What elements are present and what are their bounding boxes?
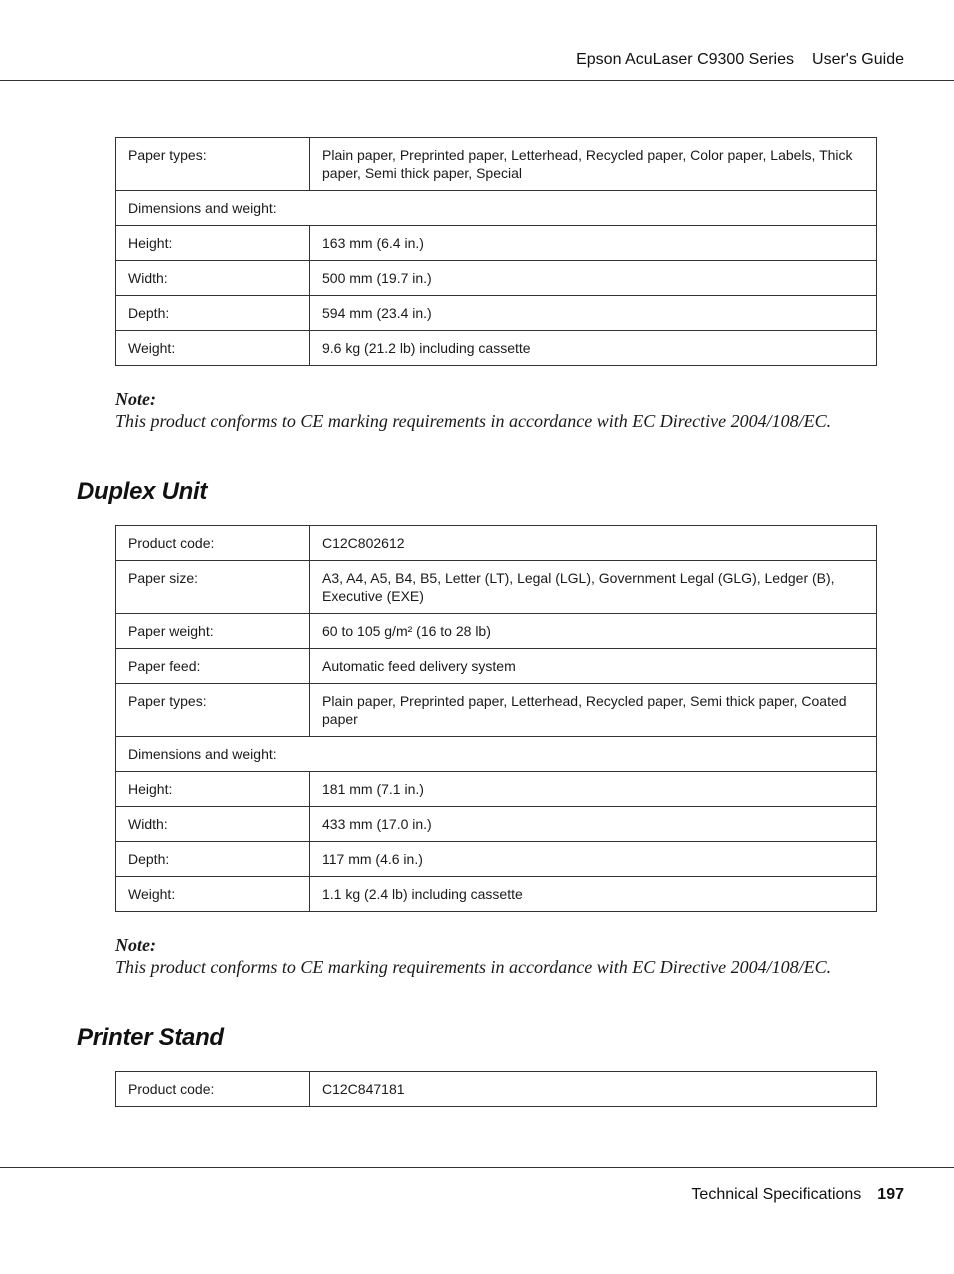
note-text: This product conforms to CE marking requirements in accordance with EC Directive 2004/108/EC. xyxy=(115,411,832,431)
spec-value: 181 mm (7.1 in.) xyxy=(310,772,877,807)
spec-value: Plain paper, Preprinted paper, Letterhead, Recycled paper, Color paper, Labels, Thick paper, Semi thick paper, Special xyxy=(310,138,877,191)
footer-rule xyxy=(0,1167,954,1168)
table-row xyxy=(116,684,877,737)
spec-key: Height: xyxy=(116,226,310,261)
spec-value: C12C802612 xyxy=(310,526,877,561)
table-row xyxy=(116,226,877,261)
spec-table-continued xyxy=(115,137,877,366)
header-guide-name: User's Guide xyxy=(812,51,904,68)
spec-value: 60 to 105 g/m² (16 to 28 lb) xyxy=(310,614,877,649)
note-label: Note: xyxy=(115,935,156,955)
spec-table-duplex-unit xyxy=(115,525,877,912)
spec-key: Weight: xyxy=(116,331,310,366)
header-product-name: Epson AcuLaser C9300 Series xyxy=(576,51,795,68)
spec-value: 163 mm (6.4 in.) xyxy=(310,226,877,261)
spec-table-printer-stand xyxy=(115,1071,877,1107)
table-row xyxy=(116,138,877,191)
spec-group-heading: Dimensions and weight: xyxy=(116,737,877,772)
table-row xyxy=(116,772,877,807)
ce-note xyxy=(115,388,895,432)
spec-value: 9.6 kg (21.2 lb) including cassette xyxy=(310,331,877,366)
table-row xyxy=(116,526,877,561)
spec-key: Depth: xyxy=(116,842,310,877)
table-row xyxy=(116,296,877,331)
spec-key: Paper types: xyxy=(116,684,310,737)
spec-value: 117 mm (4.6 in.) xyxy=(310,842,877,877)
section-title-printer-stand: Printer Stand xyxy=(77,1024,224,1051)
spec-key: Width: xyxy=(116,261,310,296)
spec-key: Paper size: xyxy=(116,561,310,614)
footer-section-name: Technical Specifications xyxy=(691,1186,862,1203)
note-label: Note: xyxy=(115,389,156,409)
spec-key: Paper feed: xyxy=(116,649,310,684)
table-row xyxy=(116,1072,877,1107)
section-title-duplex-unit: Duplex Unit xyxy=(77,478,208,505)
header-rule xyxy=(0,80,954,81)
page-header xyxy=(576,51,904,69)
table-row xyxy=(116,842,877,877)
spec-value: C12C847181 xyxy=(310,1072,877,1107)
table-row xyxy=(116,807,877,842)
note-text: This product conforms to CE marking requirements in accordance with EC Directive 2004/108/EC. xyxy=(115,957,832,977)
table-row xyxy=(116,614,877,649)
spec-key: Paper types: xyxy=(116,138,310,191)
spec-value: 500 mm (19.7 in.) xyxy=(310,261,877,296)
spec-key: Width: xyxy=(116,807,310,842)
spec-value: Automatic feed delivery system xyxy=(310,649,877,684)
ce-note xyxy=(115,934,895,978)
page-number: 197 xyxy=(877,1186,904,1203)
table-row xyxy=(116,331,877,366)
table-row xyxy=(116,737,877,772)
spec-key: Product code: xyxy=(116,1072,310,1107)
spec-value: A3, A4, A5, B4, B5, Letter (LT), Legal (LGL), Government Legal (GLG), Ledger (B), Executive (EXE) xyxy=(310,561,877,614)
spec-group-heading: Dimensions and weight: xyxy=(116,191,877,226)
spec-key: Product code: xyxy=(116,526,310,561)
table-row xyxy=(116,877,877,912)
spec-value: 594 mm (23.4 in.) xyxy=(310,296,877,331)
spec-key: Height: xyxy=(116,772,310,807)
table-row xyxy=(116,649,877,684)
page-footer xyxy=(691,1186,904,1204)
spec-key: Paper weight: xyxy=(116,614,310,649)
table-row xyxy=(116,261,877,296)
spec-value: Plain paper, Preprinted paper, Letterhead, Recycled paper, Semi thick paper, Coated paper xyxy=(310,684,877,737)
spec-value: 1.1 kg (2.4 lb) including cassette xyxy=(310,877,877,912)
spec-key: Weight: xyxy=(116,877,310,912)
spec-key: Depth: xyxy=(116,296,310,331)
table-row xyxy=(116,191,877,226)
spec-value: 433 mm (17.0 in.) xyxy=(310,807,877,842)
table-row xyxy=(116,561,877,614)
